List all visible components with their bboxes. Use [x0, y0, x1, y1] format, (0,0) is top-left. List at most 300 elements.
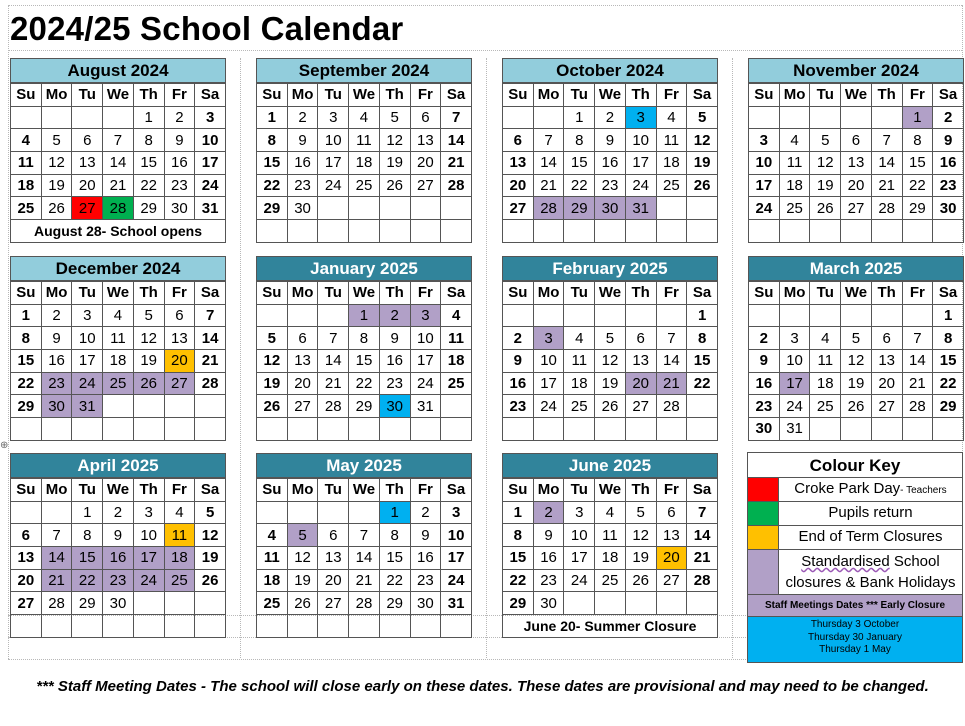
calendar-day: 4 [595, 501, 626, 524]
empty-cell [779, 304, 810, 327]
empty-cell [503, 304, 534, 327]
staff-date: Thursday 1 May [819, 644, 891, 655]
calendar-day: 21 [656, 372, 687, 395]
empty-cell [379, 197, 410, 220]
empty-cell [687, 418, 718, 441]
calendar-day: 18 [656, 152, 687, 175]
month-march-2025 [748, 256, 964, 441]
day-of-week-header: Mo [779, 282, 810, 305]
calendar-day: 11 [349, 129, 380, 152]
calendar-day: 11 [441, 327, 472, 350]
calendar-day: 22 [503, 569, 534, 592]
month-grid [502, 83, 718, 243]
calendar-day: 30 [749, 418, 780, 441]
calendar-day: 14 [902, 350, 933, 373]
day-of-week-header: Th [625, 84, 656, 107]
day-of-week-header: Tu [564, 84, 595, 107]
calendar-day: 14 [195, 327, 226, 350]
calendar-day: 7 [41, 524, 72, 547]
empty-cell [195, 592, 226, 615]
key-swatch-orange [748, 526, 779, 549]
calendar-day: 6 [287, 327, 318, 350]
month-grid [748, 281, 964, 441]
calendar-day: 29 [933, 395, 964, 418]
calendar-day: 29 [379, 592, 410, 615]
month-april-2025 [10, 453, 226, 638]
calendar-day: 8 [902, 129, 933, 152]
calendar-day: 25 [595, 569, 626, 592]
empty-cell [841, 106, 872, 129]
day-of-week-header: We [103, 282, 134, 305]
empty-cell [564, 304, 595, 327]
calendar-day: 27 [625, 395, 656, 418]
calendar-day: 4 [257, 524, 288, 547]
month-title: May 2025 [256, 453, 472, 478]
empty-cell [810, 220, 841, 243]
empty-cell [595, 592, 626, 615]
empty-cell [687, 220, 718, 243]
month-title: January 2025 [256, 256, 472, 281]
key-swatch-red [748, 478, 779, 501]
month-title: October 2024 [502, 58, 718, 83]
empty-cell [318, 304, 349, 327]
day-of-week-header: Mo [41, 84, 72, 107]
calendar-day: 9 [595, 129, 626, 152]
empty-cell [379, 220, 410, 243]
empty-cell [503, 220, 534, 243]
empty-cell [164, 615, 195, 638]
calendar-day: 23 [379, 372, 410, 395]
calendar-day: 28 [103, 197, 134, 220]
day-of-week-header: Mo [533, 282, 564, 305]
calendar-day: 3 [441, 501, 472, 524]
calendar-day: 6 [410, 106, 441, 129]
calendar-day: 28 [441, 174, 472, 197]
calendar-day: 28 [195, 372, 226, 395]
day-of-week-header: Sa [195, 282, 226, 305]
day-of-week-header: Th [625, 282, 656, 305]
calendar-day: 9 [164, 129, 195, 152]
day-of-week-header: Mo [287, 479, 318, 502]
calendar-day: 3 [410, 304, 441, 327]
day-of-week-header: Tu [318, 282, 349, 305]
empty-cell [379, 418, 410, 441]
calendar-day: 27 [871, 395, 902, 418]
footer-note: *** Staff Meeting Dates - The school will close early on these dates. These dates are provisional and may need to be changed. [36, 678, 929, 695]
calendar-day: 10 [195, 129, 226, 152]
calendar-day: 3 [318, 106, 349, 129]
calendar-day: 28 [656, 395, 687, 418]
empty-cell [318, 197, 349, 220]
calendar-day: 2 [164, 106, 195, 129]
calendar-day: 23 [287, 174, 318, 197]
empty-cell [564, 592, 595, 615]
calendar-day: 8 [687, 327, 718, 350]
calendar-day: 24 [133, 569, 164, 592]
empty-cell [749, 304, 780, 327]
calendar-day: 19 [133, 350, 164, 373]
calendar-day: 13 [410, 129, 441, 152]
calendar-day: 10 [72, 327, 103, 350]
calendar-day: 12 [195, 524, 226, 547]
calendar-day: 18 [441, 350, 472, 373]
day-of-week-header: Th [625, 479, 656, 502]
calendar-day: 14 [871, 152, 902, 175]
empty-cell [287, 220, 318, 243]
calendar-day: 24 [564, 569, 595, 592]
calendar-day: 4 [164, 501, 195, 524]
calendar-day: 8 [257, 129, 288, 152]
calendar-day: 10 [133, 524, 164, 547]
day-of-week-header: Th [133, 282, 164, 305]
key-label: End of Term Closures [798, 528, 943, 545]
calendar-day: 5 [257, 327, 288, 350]
calendar-day: 27 [656, 569, 687, 592]
day-of-week-header: We [103, 479, 134, 502]
calendar-day: 31 [72, 395, 103, 418]
month-title: February 2025 [502, 256, 718, 281]
calendar-day: 21 [871, 174, 902, 197]
calendar-day: 27 [841, 197, 872, 220]
calendar-day: 19 [379, 152, 410, 175]
calendar-day: 12 [687, 129, 718, 152]
calendar-day: 7 [441, 106, 472, 129]
calendar-day: 23 [103, 569, 134, 592]
calendar-day: 18 [779, 174, 810, 197]
empty-cell [533, 304, 564, 327]
calendar-day: 16 [41, 350, 72, 373]
calendar-day: 21 [441, 152, 472, 175]
calendar-day: 25 [349, 174, 380, 197]
calendar-day: 23 [533, 569, 564, 592]
calendar-day: 22 [933, 372, 964, 395]
day-of-week-header: Tu [72, 282, 103, 305]
month-grid [10, 83, 226, 243]
calendar-day: 15 [503, 547, 534, 570]
day-of-week-header: Tu [318, 479, 349, 502]
calendar-day: 1 [687, 304, 718, 327]
calendar-day: 15 [564, 152, 595, 175]
calendar-day: 4 [441, 304, 472, 327]
empty-cell [349, 220, 380, 243]
calendar-day: 10 [564, 524, 595, 547]
day-of-week-header: Su [11, 84, 42, 107]
day-of-week-header: Su [749, 282, 780, 305]
calendar-day: 8 [11, 327, 42, 350]
day-of-week-header: Sa [687, 84, 718, 107]
empty-cell [318, 220, 349, 243]
day-of-week-header: Th [871, 84, 902, 107]
calendar-day: 15 [379, 547, 410, 570]
calendar-day: 3 [779, 327, 810, 350]
calendar-day: 3 [533, 327, 564, 350]
calendar-day: 8 [503, 524, 534, 547]
calendar-day: 3 [133, 501, 164, 524]
empty-cell [902, 220, 933, 243]
calendar-day: 14 [441, 129, 472, 152]
calendar-day: 15 [133, 152, 164, 175]
calendar-day: 9 [533, 524, 564, 547]
day-of-week-header: Tu [564, 282, 595, 305]
empty-cell [441, 395, 472, 418]
calendar-day: 5 [625, 501, 656, 524]
calendar-day: 22 [379, 569, 410, 592]
calendar-day: 1 [503, 501, 534, 524]
calendar-day: 13 [656, 524, 687, 547]
page-title: 2024/25 School Calendar [10, 10, 404, 47]
empty-cell [349, 501, 380, 524]
calendar-day: 20 [11, 569, 42, 592]
calendar-day: 7 [349, 524, 380, 547]
calendar-day: 18 [349, 152, 380, 175]
calendar-day: 12 [257, 350, 288, 373]
day-of-week-header: We [595, 282, 626, 305]
calendar-day: 16 [410, 547, 441, 570]
calendar-day: 4 [349, 106, 380, 129]
empty-cell [103, 395, 134, 418]
calendar-day: 2 [533, 501, 564, 524]
key-pupils-return [747, 502, 963, 526]
calendar-day: 13 [871, 350, 902, 373]
calendar-day: 10 [410, 327, 441, 350]
calendar-day: 13 [841, 152, 872, 175]
month-grid [256, 281, 472, 441]
calendar-day: 14 [318, 350, 349, 373]
calendar-day: 3 [72, 304, 103, 327]
day-of-week-header: Mo [41, 479, 72, 502]
calendar-day: 19 [841, 372, 872, 395]
calendar-day: 27 [318, 592, 349, 615]
calendar-day: 23 [595, 174, 626, 197]
calendar-day: 1 [379, 501, 410, 524]
month-august-2024 [10, 58, 226, 243]
empty-cell [11, 106, 42, 129]
empty-cell [810, 418, 841, 441]
month-grid [256, 478, 472, 638]
calendar-day: 22 [564, 174, 595, 197]
calendar-day: 20 [656, 547, 687, 570]
calendar-day: 4 [103, 304, 134, 327]
calendar-day: 29 [257, 197, 288, 220]
calendar-day: 2 [379, 304, 410, 327]
calendar-day: 21 [902, 372, 933, 395]
key-swatch-purple [748, 550, 779, 594]
day-of-week-header: Th [379, 479, 410, 502]
calendar-day: 30 [410, 592, 441, 615]
month-december-2024 [10, 256, 226, 441]
key-standardised-closures [747, 550, 963, 595]
empty-cell [656, 220, 687, 243]
calendar-day: 20 [72, 174, 103, 197]
empty-cell [902, 304, 933, 327]
empty-cell [287, 418, 318, 441]
key-label-suffix: - Teachers [900, 485, 947, 496]
calendar-day: 3 [195, 106, 226, 129]
key-swatch-green [748, 502, 779, 525]
calendar-day: 5 [841, 327, 872, 350]
calendar-day: 28 [41, 592, 72, 615]
calendar-day: 16 [379, 350, 410, 373]
calendar-day: 15 [257, 152, 288, 175]
calendar-day: 15 [933, 350, 964, 373]
calendar-day: 21 [318, 372, 349, 395]
empty-cell [103, 615, 134, 638]
staff-date: Thursday 30 January [808, 631, 902, 643]
calendar-day: 22 [902, 174, 933, 197]
key-label: School closures & Bank Holidays [785, 553, 956, 591]
empty-cell [133, 592, 164, 615]
calendar-day: 6 [11, 524, 42, 547]
calendar-day: 29 [564, 197, 595, 220]
empty-cell [257, 615, 288, 638]
month-note: August 28- School opens [11, 220, 226, 243]
calendar-day: 1 [257, 106, 288, 129]
calendar-day: 11 [103, 327, 134, 350]
empty-cell [871, 418, 902, 441]
calendar-day: 14 [41, 547, 72, 570]
day-of-week-header: Fr [902, 282, 933, 305]
calendar-day: 29 [72, 592, 103, 615]
calendar-day: 17 [72, 350, 103, 373]
calendar-day: 14 [349, 547, 380, 570]
day-of-week-header: Th [379, 84, 410, 107]
calendar-day: 18 [11, 174, 42, 197]
empty-cell [841, 418, 872, 441]
calendar-day: 25 [656, 174, 687, 197]
empty-cell [441, 615, 472, 638]
calendar-day: 21 [103, 174, 134, 197]
calendar-day: 16 [164, 152, 195, 175]
calendar-day: 5 [379, 106, 410, 129]
calendar-day: 24 [72, 372, 103, 395]
calendar-day: 27 [164, 372, 195, 395]
calendar-day: 11 [164, 524, 195, 547]
calendar-day: 25 [103, 372, 134, 395]
day-of-week-header: Sa [933, 282, 964, 305]
calendar-day: 30 [533, 592, 564, 615]
calendar-day: 30 [164, 197, 195, 220]
calendar-day: 12 [810, 152, 841, 175]
calendar-day: 7 [533, 129, 564, 152]
calendar-day: 8 [933, 327, 964, 350]
calendar-day: 7 [656, 327, 687, 350]
day-of-week-header: Sa [441, 479, 472, 502]
empty-cell [687, 592, 718, 615]
calendar-day: 28 [871, 197, 902, 220]
calendar-day: 20 [318, 569, 349, 592]
empty-cell [441, 197, 472, 220]
empty-cell [625, 304, 656, 327]
empty-cell [410, 418, 441, 441]
calendar-day: 2 [595, 106, 626, 129]
calendar-day: 2 [410, 501, 441, 524]
staff-meeting-dates [747, 617, 963, 663]
empty-cell [595, 220, 626, 243]
calendar-day: 14 [103, 152, 134, 175]
calendar-day: 28 [902, 395, 933, 418]
calendar-day: 5 [133, 304, 164, 327]
calendar-day: 5 [287, 524, 318, 547]
calendar-day: 26 [810, 197, 841, 220]
calendar-day: 22 [72, 569, 103, 592]
calendar-day: 22 [133, 174, 164, 197]
calendar-day: 3 [749, 129, 780, 152]
empty-cell [656, 304, 687, 327]
calendar-day: 5 [687, 106, 718, 129]
month-may-2025 [256, 453, 472, 638]
day-of-week-header: Sa [195, 479, 226, 502]
day-of-week-header: Su [257, 84, 288, 107]
day-of-week-header: Mo [779, 84, 810, 107]
calendar-day: 16 [503, 372, 534, 395]
calendar-day: 11 [564, 350, 595, 373]
calendar-day: 2 [287, 106, 318, 129]
empty-cell [841, 304, 872, 327]
day-of-week-header: Th [871, 282, 902, 305]
calendar-day: 15 [349, 350, 380, 373]
calendar-day: 25 [441, 372, 472, 395]
calendar-day: 28 [687, 569, 718, 592]
day-of-week-header: Fr [656, 479, 687, 502]
day-of-week-header: Th [379, 282, 410, 305]
month-grid [502, 478, 718, 638]
calendar-day: 18 [257, 569, 288, 592]
day-of-week-header: Mo [287, 84, 318, 107]
calendar-day: 18 [164, 547, 195, 570]
calendar-day: 1 [933, 304, 964, 327]
calendar-day: 17 [625, 152, 656, 175]
calendar-day: 30 [41, 395, 72, 418]
calendar-day: 27 [503, 197, 534, 220]
empty-cell [441, 418, 472, 441]
calendar-day: 28 [349, 592, 380, 615]
empty-cell [318, 501, 349, 524]
calendar-day: 27 [287, 395, 318, 418]
calendar-day: 25 [564, 395, 595, 418]
calendar-day: 9 [503, 350, 534, 373]
empty-cell [11, 501, 42, 524]
day-of-week-header: Tu [72, 479, 103, 502]
calendar-day: 19 [625, 547, 656, 570]
calendar-day: 6 [656, 501, 687, 524]
calendar-day: 12 [841, 350, 872, 373]
calendar-day: 11 [595, 524, 626, 547]
calendar-day: 31 [625, 197, 656, 220]
calendar-day: 10 [749, 152, 780, 175]
calendar-day: 20 [164, 350, 195, 373]
empty-cell [410, 197, 441, 220]
empty-cell [656, 592, 687, 615]
empty-cell [871, 304, 902, 327]
day-of-week-header: We [841, 84, 872, 107]
calendar-day: 26 [195, 569, 226, 592]
calendar-day: 18 [103, 350, 134, 373]
calendar-day: 7 [902, 327, 933, 350]
empty-cell [103, 106, 134, 129]
calendar-day: 29 [133, 197, 164, 220]
day-of-week-header: Mo [41, 282, 72, 305]
calendar-day: 22 [349, 372, 380, 395]
calendar-day: 31 [195, 197, 226, 220]
calendar-day: 26 [687, 174, 718, 197]
calendar-day: 12 [133, 327, 164, 350]
calendar-day: 12 [41, 152, 72, 175]
key-croke-park [747, 478, 963, 502]
empty-cell [11, 615, 42, 638]
empty-cell [595, 418, 626, 441]
empty-cell [287, 304, 318, 327]
calendar-day: 20 [625, 372, 656, 395]
